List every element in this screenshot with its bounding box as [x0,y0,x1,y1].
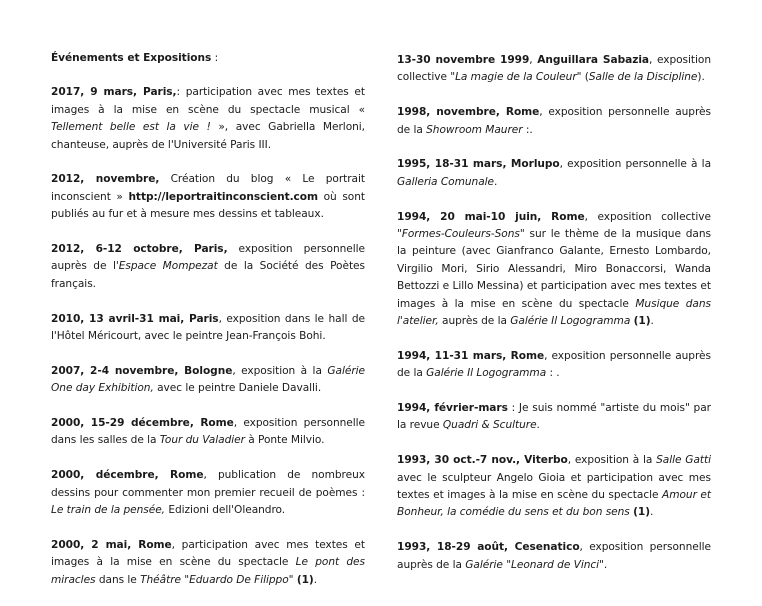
event-date-location: 1995, 18-31 mars, Morlupo [397,158,560,171]
event-text: , [529,54,538,66]
event-text: , exposition à la [232,364,328,377]
event-date-location: http://leportraitinconscient.com [128,190,319,203]
event-text: , exposition collective " [397,210,711,241]
event-date-location: 2010, 13 avril-31 mai, Paris [51,312,219,325]
event-date-location: Anguillara Sabazia [537,54,650,66]
event-date-location: 1994, 11-31 mars, Rome [397,349,545,362]
event-entry [397,104,711,139]
event-text: exposition personnelle auprès de l' [51,243,365,273]
event-text: ". [599,558,608,571]
event-entry [397,400,711,435]
event-title-italic: Théâtre "Eduardo De Filippo" [140,573,294,586]
event-date-location: 2017, 9 mars, Paris, [51,86,177,99]
event-text: :. [522,123,533,136]
event-title-italic: Espace Mompezat [118,260,218,273]
event-text: de la Société des Poètes français. [51,260,365,290]
event-text: ). [697,71,705,84]
event-entry [397,539,711,574]
event-date-location: 2000, 2 mai, Rome [51,538,172,551]
event-date-location: 1993, 18-29 août, Cesenatico [397,541,580,554]
event-text: auprès de la [438,315,511,328]
event-date-location: (1) [633,315,651,328]
event-text: . [494,175,498,188]
event-text: avec le peintre Daniele Davalli. [153,382,322,395]
event-text: avec le sculpteur Angelo Gioia et participation avec mes textes et images à la mise en scène du spectacle [397,471,711,502]
event-date-location: (1) [296,573,314,586]
event-date-location: 1994, 20 mai-10 juin, Rome [397,210,585,223]
event-entry [51,537,365,589]
event-text: : participation avec mes textes et images à la mise en scène du spectacle musical « [51,86,365,116]
event-title-italic: Le pont des miracles [51,556,365,586]
event-text: " sur le thème de la musique dans la peinture (avec Gianfranco Galante, Ernesto Lombardo, Virgilio Mori, Sirio Alessandri, Miro Bonaccorsi, Wanda Bettozzi e Lillo Messina) et participation avec mes textes et images à la mise en scène du spectacle [397,228,711,310]
event-title-italic: Musique dans l'atelier, [397,297,711,328]
right-entries [397,52,711,574]
event-text: où sont publiés au fur et à mesure mes dessins et tableaux. [51,190,365,221]
event-title-italic: Quadri & Sculture [442,419,537,432]
event-date-location: 2012, novembre, [51,173,160,186]
event-text: à Ponte Milvio. [244,434,325,447]
event-date-location: (1) [633,506,651,519]
event-text: , exposition personnelle auprès de la [397,541,711,571]
event-title-italic: Tour du Valadier [159,434,245,447]
event-date-location: 2007, 2-4 novembre, Bologne [51,364,233,377]
left-entries [51,84,365,589]
event-text: : . [546,367,560,380]
event-entry [397,52,711,87]
event-text: " [502,558,512,571]
event-entry [397,209,711,331]
event-text: , exposition personnelle à la [559,158,712,171]
section-heading-title: Événements et Expositions [51,52,212,64]
event-title-italic: Salle de la Discipline [588,71,698,84]
event-date-location: 2000, décembre, Rome [51,469,204,482]
event-title-italic: Leonard de Vinci [511,558,600,571]
event-date-location: 1994, février-mars [397,402,508,415]
event-text: , exposition personnelle auprès de la [397,106,711,136]
event-text: , exposition personnelle auprès de la [397,349,711,380]
event-title-italic: Galérie One day Exhibition, [51,364,365,395]
event-entry [51,241,365,293]
event-date-location: 1998, novembre, Rome [397,106,540,119]
event-title-italic: Galérie Il Logogramma [426,367,547,380]
event-entry [51,415,365,450]
event-text: . [650,315,654,328]
event-text: dans le [95,573,141,586]
event-date-location: 1993, 30 oct.-7 nov., Viterbo [397,454,568,467]
event-text: Edizioni dell'Oleandro. [165,504,286,517]
event-text: . [536,419,540,432]
event-title-italic: Salle Gatti [656,454,711,467]
event-title-italic: Galérie Il Logogramma [510,315,631,328]
event-text: , exposition personnelle dans les salles de la [51,417,365,447]
event-text: , exposition dans le hall de l'Hôtel Méricourt, avec le peintre Jean-François Bohi. [51,312,365,343]
event-text: », avec Gabriella Merloni, chanteuse, auprès de l'Université Paris III. [51,121,365,151]
event-title-italic: Amour et Bonheur, la comédie du sens et du bon sens [397,489,711,519]
event-title-italic: Tellement belle est la vie ! [51,121,219,134]
event-title-italic: Galérie [465,558,503,571]
event-date-location: 2012, 6-12 octobre, Paris, [51,243,228,256]
event-title-italic: Le train de la pensée, [51,504,166,517]
section-heading [51,50,365,67]
event-text: Création du blog « Le portrait inconscient » [51,173,365,203]
event-text: , exposition collective " [397,54,712,84]
left-column [51,50,365,606]
event-entry [397,452,711,522]
event-date-location: 13-30 novembre 1999 [397,54,530,66]
event-entry [51,467,365,519]
event-text: , exposition à la [567,454,657,467]
event-text: " ( [576,71,589,84]
event-entry [51,84,365,154]
right-column [397,52,711,591]
event-date-location: 2000, 15-29 décembre, Rome [51,417,234,430]
section-heading-suffix: : [211,52,219,64]
event-entry [51,363,365,398]
event-title-italic: Formes-Couleurs-Sons [401,228,520,241]
event-entry [51,311,365,346]
event-text: . [650,506,654,519]
event-entry [51,171,365,223]
event-title-italic: La magie de la Couleur [455,71,577,84]
event-text: : Je suis nommé "artiste du mois" par la revue [397,402,711,432]
event-text: , publication de nombreux dessins pour commenter mon premier recueil de poèmes : [51,469,365,499]
event-entry [397,156,711,191]
event-entry [397,348,711,383]
event-title-italic: Galleria Comunale [397,175,494,188]
event-text: , participation avec mes textes et images à la mise en scène du spectacle [51,538,365,569]
event-text: . [313,573,318,586]
event-title-italic: Showroom Maurer [426,123,523,136]
